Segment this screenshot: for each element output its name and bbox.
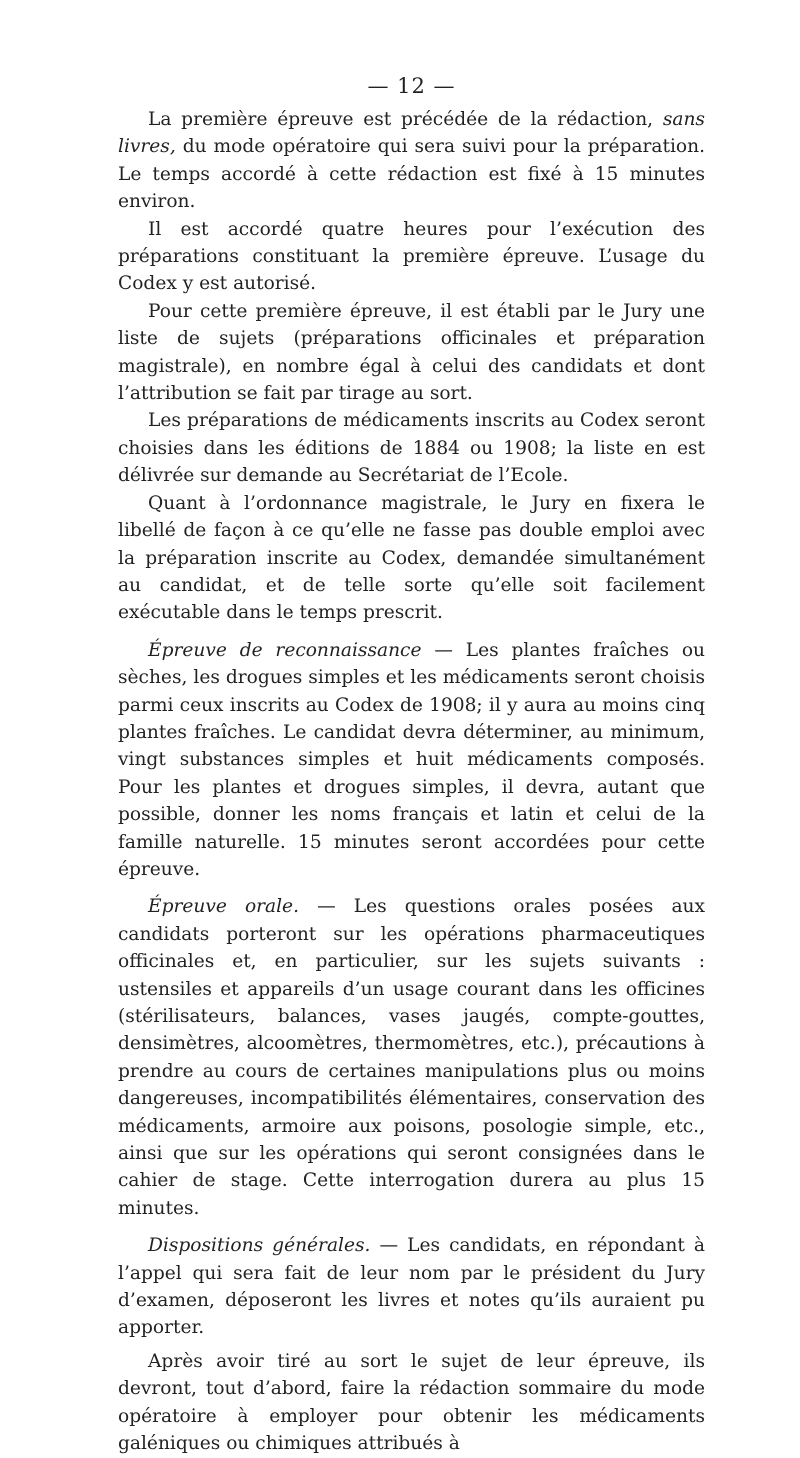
heading-dispositions: Dispositions générales. [148, 1235, 371, 1257]
page-number: — 12 — [367, 74, 456, 98]
paragraph-duration: Il est accordé quatre heures pour l’exécution des préparations constituant la première épreuve. L’usage du Codex y est autorisé. [118, 218, 705, 295]
paragraph-orale-body: — Les questions orales posées aux candidats porteront sur les opérations pharmaceutiques officinales et, en particulier, sur les sujets suivants : ustensiles et appareils d’un usage courant dans les officines (stérilisateurs, balances, vases jaugés, compte-gouttes, densimètres, alcoomètres, thermomètres, etc.), précautions à prendre au cours de certaines manipulations plus ou moins dangereuses, incompatibilités élémentaires, conservation des médicaments, armoire aux poisons, posologie simple, etc., ainsi que sur les opérations qui seront consignées dans le cahier de stage. Cette interrogation durera au plus 15 minutes. [118, 896, 705, 1219]
paragraph-reconnaissance [118, 637, 705, 884]
paragraph-dispositions [118, 1232, 705, 1342]
heading-orale: Épreuve orale. [148, 896, 299, 918]
sans-livres-emphasis: sans livres, [118, 109, 705, 158]
paragraph-codex-editions: Les préparations de médicaments inscrits au Codex seront choisies dans les éditions de 1884 ou 1908; la liste en est délivrée sur demande au Secrétariat de l’Ecole. [118, 410, 705, 487]
paragraph-tirage: Après avoir tiré au sort le sujet de leur épreuve, ils devront, tout d’abord, faire la rédaction sommaire du mode opératoire à employer pour obtenir les médicaments galéniques ou chimiques attribués à [118, 1350, 705, 1455]
paragraph-dispositions-body: — Les candidats, en répondant à l’appel qui sera fait de leur nom par le président du Jury d’examen, déposeront les livres et notes qu’ils auraient pu apporter. [118, 1235, 705, 1339]
paragraph-redaction [118, 106, 705, 216]
paragraph-redaction-lead: La première épreuve est précédée de la rédaction, [148, 109, 654, 130]
paragraph-reconnaissance-body: — Les plantes fraîches ou sèches, les drogues simples et les médicaments seront choisis parmi ceux inscrits au Codex de 1908; il y aura au moins cinq plantes fraîches. Le candidat devra déterminer, au minimum, vingt substances simples et huit médicaments composés. Pour les plantes et drogues simples, il devra, autant que possible, donner les noms français et latin et celui de la famille naturelle. 15 minutes seront accordées pour cette épreuve. [118, 639, 706, 880]
paragraph-subjects: Pour cette première épreuve, il est établi par le Jury une liste de sujets (préparations officinales et préparation magistrale), en nombre égal à celui des candidats et dont l’attribution se fait par tirage au sort. [118, 300, 705, 405]
heading-reconnaissance: Épreuve de reconnaissance [148, 639, 422, 661]
paragraph-orale [118, 893, 705, 1222]
paragraph-redaction-rest: du mode opératoire qui sera suivi pour la préparation. Le temps accordé à cette rédaction est fixé à 15 minutes environ. [118, 136, 705, 213]
paragraph-ordonnance: Quant à l’ordonnance magistrale, le Jury en fixera le libellé de façon à ce qu’elle ne fasse pas double emploi avec la préparation inscrite au Codex, demandée simultanément au candidat, et de telle sorte qu’elle soit facilement exécutable dans le temps prescrit. [118, 492, 705, 624]
